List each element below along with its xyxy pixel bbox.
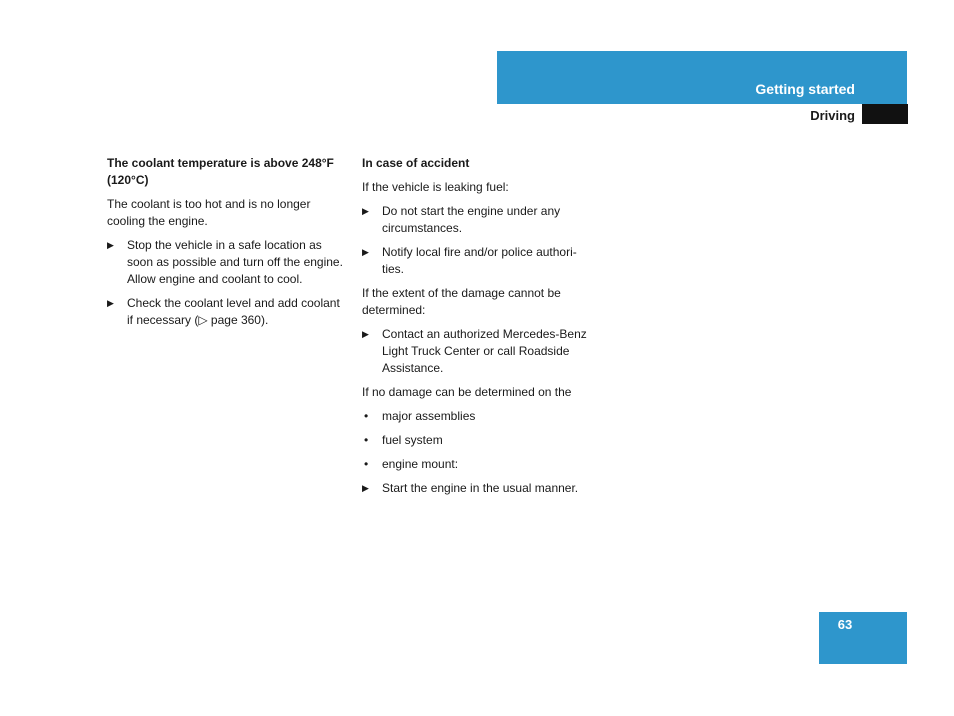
arrowhead-right-icon: ▶ xyxy=(362,247,369,257)
arrowhead-right-icon: ▶ xyxy=(107,298,114,308)
arrowhead-right-icon: ▶ xyxy=(107,240,114,250)
step-item xyxy=(107,237,343,288)
bullet-dot-icon: • xyxy=(364,433,369,447)
step-item xyxy=(107,295,343,329)
section-header-bar xyxy=(497,51,907,104)
right-column xyxy=(362,155,598,504)
page-number: 63 xyxy=(837,617,853,632)
list-item-text: fuel system xyxy=(382,433,443,447)
step-text: Start the engine in the usual manner. xyxy=(382,481,579,495)
step-text: Stop the vehicle in a safe location as soon as possible and turn off the engine. Allow engine and coolant to cool. xyxy=(127,238,343,286)
arrowhead-right-icon: ▶ xyxy=(362,329,369,339)
step-text: Check the coolant level and add coolant if necessary (▷ page 360). xyxy=(127,296,340,327)
step-text: Notify local fire and/or police authori-ties. xyxy=(382,245,577,276)
list-item xyxy=(362,408,598,425)
bullet-dot-icon: • xyxy=(364,409,369,423)
left-column xyxy=(107,155,343,336)
list-item-text: engine mount: xyxy=(382,457,459,471)
section-title: Getting started xyxy=(755,81,855,97)
no-damage-intro: If no damage can be determined on the xyxy=(362,385,572,399)
extent-intro: If the extent of the damage cannot be determined: xyxy=(362,286,561,317)
subsection-label: Driving xyxy=(810,108,855,123)
step-text: Contact an authorized Mercedes-Benz Light Truck Center or call Roadside Assistance. xyxy=(382,327,587,375)
subsection-tab-marker xyxy=(862,104,908,124)
step-item xyxy=(362,203,598,237)
leak-intro: If the vehicle is leaking fuel: xyxy=(362,180,509,194)
bullet-dot-icon: • xyxy=(364,457,369,471)
arrowhead-right-icon: ▶ xyxy=(362,206,369,216)
page-number-box xyxy=(819,612,907,664)
list-item xyxy=(362,432,598,449)
accident-heading: In case of accident xyxy=(362,156,470,170)
step-text: Do not start the engine under any circumstances. xyxy=(382,204,561,235)
step-item xyxy=(362,326,598,377)
step-item xyxy=(362,244,598,278)
step-item xyxy=(362,480,598,497)
coolant-heading: The coolant temperature is above 248°F (120°C) xyxy=(107,156,334,187)
list-item xyxy=(362,456,598,473)
list-item-text: major assemblies xyxy=(382,409,476,423)
arrowhead-right-icon: ▶ xyxy=(362,483,369,493)
coolant-intro: The coolant is too hot and is no longer cooling the engine. xyxy=(107,197,311,228)
